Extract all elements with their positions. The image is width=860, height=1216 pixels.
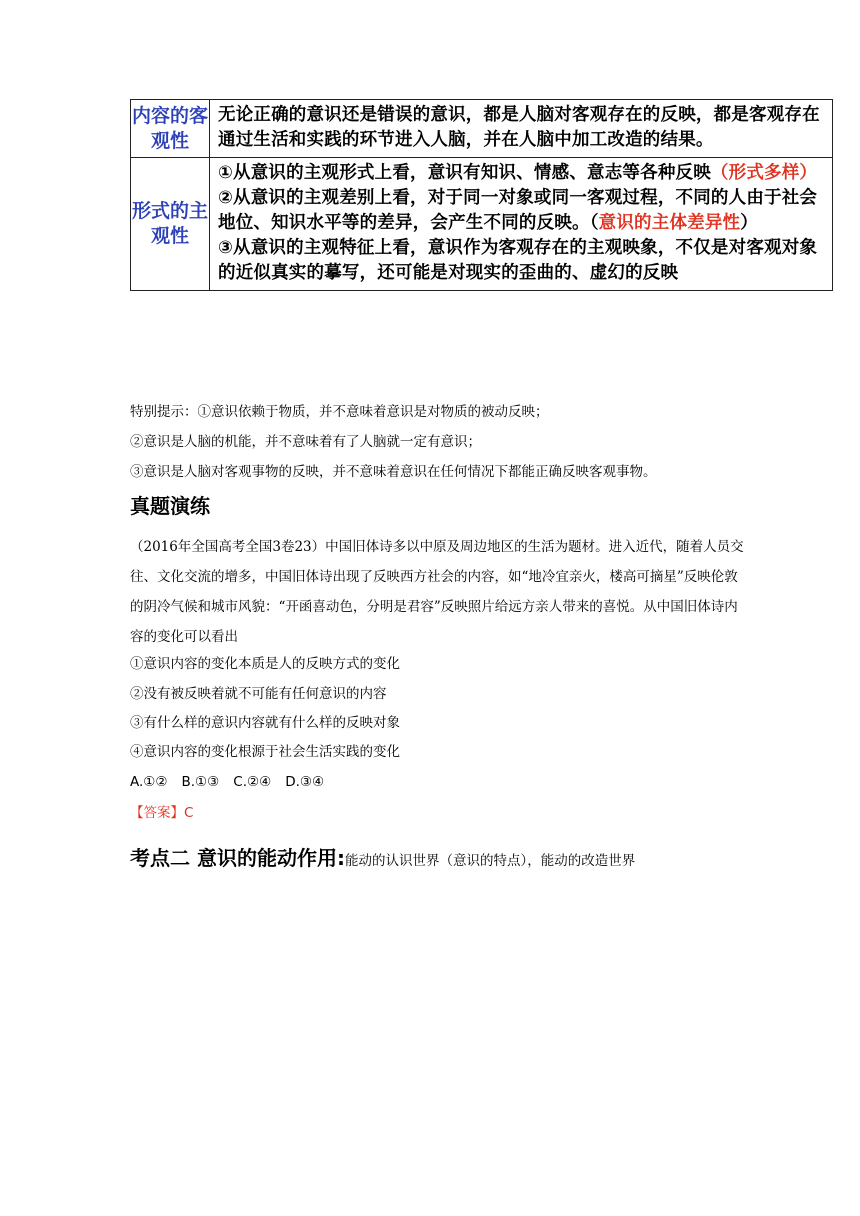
table-row bbox=[131, 100, 833, 158]
option-a: A.①② bbox=[130, 774, 168, 790]
tip-line-1: 特别提示：①意识依赖于物质，并不意味着意识是对物质的被动反映； bbox=[130, 404, 549, 420]
statement-1: ①意识内容的变化本质是人的反映方式的变化 bbox=[130, 656, 400, 672]
section-title: 真题演练 bbox=[130, 494, 210, 518]
highlight-subject-difference: 意识的主体差异性 bbox=[598, 213, 741, 233]
next-topic-subtitle: 能动的认识世界（意识的特点），能动的改造世界 bbox=[344, 853, 636, 869]
statement-4: ④意识内容的变化根源于社会生活实践的变化 bbox=[130, 744, 400, 760]
next-topic-heading bbox=[130, 845, 635, 874]
row-heading-content-objectivity: 内容的客观性 bbox=[131, 100, 210, 158]
tip-line-3: ③意识是人脑对客观事物的反映，并不意味着意识在任何情况下都能正确反映客观事物。 bbox=[130, 464, 657, 480]
row-text-form-subjectivity bbox=[210, 158, 833, 291]
point-1: ①从意识的主观形式上看，意识有知识、情感、意志等各种反映（形式多样） bbox=[218, 163, 818, 183]
option-c: C.②④ bbox=[233, 774, 272, 790]
statement-3: ③有什么样的意识内容就有什么样的反映对象 bbox=[130, 715, 400, 731]
answer-value: C bbox=[184, 805, 194, 821]
point-3: ③从意识的主观特征上看，意识作为客观存在的主观映象，不仅是对客观对象的近似真实的摹写，还可能是对现实的歪曲的、虚幻的反映 bbox=[218, 238, 818, 283]
tip-line-2: ②意识是人脑的机能，并不意味着有了人脑就一定有意识； bbox=[130, 434, 481, 450]
answer-label: 【答案】 bbox=[130, 805, 184, 821]
option-b: B.①③ bbox=[181, 774, 220, 790]
highlight-form-diverse: （形式多样） bbox=[710, 163, 818, 183]
statement-2: ②没有被反映着就不可能有任何意识的内容 bbox=[130, 686, 387, 702]
option-d: D.③④ bbox=[285, 774, 325, 790]
question-stem: （2016年全国高考全国3卷23）中国旧体诗多以中原及周边地区的生活为题材。进入近代，随着人员交往、文化交流的增多，中国旧体诗出现了反映西方社会的内容，如“地冷宜亲火，楼高可摘星”反映伦敦的阴冷气候和城市风貌：“开函喜动色，分明是君容”反映照片给远方亲人带来的喜悦。从中国旧体诗内容的变化可以看出 bbox=[130, 539, 744, 645]
answer-options bbox=[130, 772, 338, 792]
next-topic-title: 考点二 意识的能动作用: bbox=[130, 846, 345, 870]
concept-table bbox=[130, 99, 833, 291]
table-row bbox=[131, 158, 833, 291]
row-heading-form-subjectivity: 形式的主观性 bbox=[131, 158, 210, 291]
point-2: ②从意识的主观差别上看，对于同一对象或同一客观过程，不同的人由于社会地位、知识水平等的差异，会产生不同的反映。（意识的主体差异性） bbox=[218, 188, 818, 233]
answer-line bbox=[130, 803, 193, 823]
row-text-content-objectivity: 无论正确的意识还是错误的意识，都是人脑对客观存在的反映，都是客观存在通过生活和实践的环节进入人脑，并在人脑中加工改造的结果。 bbox=[210, 100, 833, 158]
